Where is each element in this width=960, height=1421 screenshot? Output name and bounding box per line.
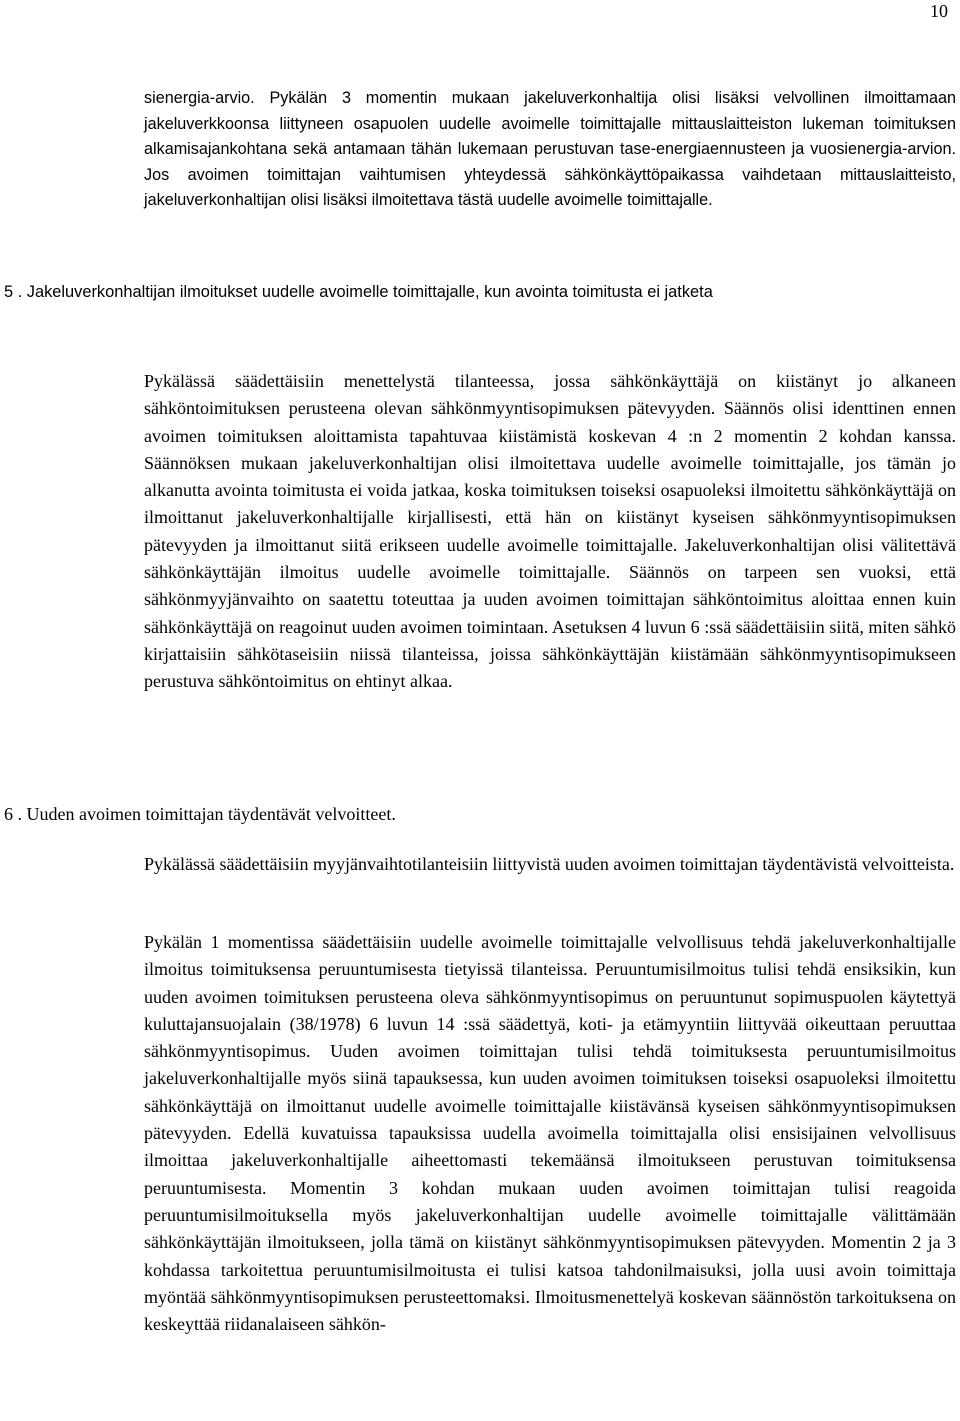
paragraph-section-6-body: Pykälän 1 momentissa säädettäisiin uudelle avoimelle toimittajalle velvollisuus tehdä jakeluverkonhaltijalle ilmoitus toimituksensa peruuntumisesta tietyissä tilanteissa. Peruuntumisilmoitus tulisi tehdä ensiksikin, kun uuden avoimen toimituksen perusteena oleva sähkönmyyntisopimus on peruuntunut sopimuspuolen käytettyä kuluttajansuojalain (38/1978) 6 luvun 14 :ssä säädettyä, koti- ja etämyyntiin liittyvää oikeuttaan peruuttaa sähkönmyyntisopimus. Uuden avoimen toimittajan tulisi tehdä toimituksesta peruuntumisilmoitus jakeluverkonhaltijalle myös siinä tapauksessa, kun uuden avoimen toimituksen toiseksi osapuoleksi ilmoitettu sähkönkäyttäjä on ilmoittanut uudelle avoimelle toimittajalle kiistävänsä kyseisen sähkönmyyntisopimuksen pätevyyden. Edellä kuvatuissa tapauksissa uudella avoimella toimittajalla olisi ensisijainen velvollisuus ilmoittaa jakeluverkonhaltijalle aiheettomasti tekemäänsä ilmoitukseen perustuvan toimituksensa peruuntumisesta. Momentin 3 kohdan mukaan uuden avoimen toimittajan tulisi reagoida peruuntumisilmoituksella myös jakeluverkonhaltijan uudelle avoimelle toimittajalle välittämään sähkönkäyttäjän ilmoitukseen, jolla tämä on kiistänyt sähkönmyyntisopimuksen pätevyyden. Momentin 2 ja 3 kohdassa tarkoitettua peruuntumisilmoitusta ei tulisi katsoa tahdonilmaisuksi, jolla uusi avoin toimittaja myöntää sähkönmyyntisopimuksen perusteettomaksi. Ilmoitusmenettelyä koskevan säännöstön tarkoituksena on keskeyttää riidanalaiseen sähkön- <box>144 932 956 1335</box>
page-number: 10 <box>930 1 948 21</box>
paragraph-section-6-intro: Pykälässä säädettäisiin myyjänvaihtotilanteisiin liittyvistä uuden avoimen toimittajan täydentävistä velvoitteista. <box>144 854 955 874</box>
paragraph-intro: sienergia-arvio. Pykälän 3 momentin mukaan jakeluverkonhaltija olisi lisäksi velvollinen ilmoittamaan jakeluverkkoonsa liittyneen osapuolen uudelle avoimelle toimittajalle mittauslaitteiston lukeman toimituksen alkamisajankohtana sekä antamaan tähän lukemaan perustuvan tase-energiaennusteen ja vuosienergia-arvion. Jos avoimen toimittajan vaihtumisen yhteydessä sähkönkäyttöpaikassa vaihdetaan mittauslaitteisto, jakeluverkonhaltijan olisi lisäksi ilmoitettava tästä uudelle avoimelle toimittajalle. <box>144 89 956 210</box>
section-heading-5: 5 . Jakeluverkonhaltijan ilmoitukset uudelle avoimelle toimittajalle, kun avointa toimitusta ei jatketa <box>4 283 713 301</box>
section-heading-6: 6 . Uuden avoimen toimittajan täydentävät velvoitteet. <box>4 804 396 824</box>
paragraph-section-5: Pykälässä säädettäisiin menettelystä tilanteessa, jossa sähkönkäyttäjä on kiistänyt jo alkaneen sähköntoimituksen perusteena olevan sähkönmyyntisopimuksen pätevyyden. Säännös olisi identtinen ennen avoimen toimituksen aloittamista tapahtuvaa kiistämistä koskevan 4 :n 2 momentin 2 kohdan kanssa. Säännöksen mukaan jakeluverkonhaltijan olisi ilmoitettava uudelle avoimelle toimittajalle, jos tämän jo alkanutta avointa toimitusta ei voida jatkaa, koska toimituksen toiseksi osapuoleksi ilmoitettu sähkönkäyttäjä on ilmoittanut jakeluverkonhaltijalle kirjallisesti, että hän on kiistänyt kyseisen sähkönmyyntisopimuksen pätevyyden ja ilmoittanut siitä erikseen uudelle avoimelle toimittajalle. Jakeluverkonhaltijan olisi välitettävä sähkönkäyttäjän ilmoitus uudelle avoimelle toimittajalle. Säännös on tarpeen sen vuoksi, että sähkönmyyjänvaihto on saatettu toteuttaa ja uuden avoimen toimittajan sähköntoimitus aloittaa ennen kuin sähkönkäyttäjä on reagoinut uuden avoimen toimintaan. Asetuksen 4 luvun 6 :ssä säädettäisiin siitä, miten sähkö kirjattaisiin sähkötaseisiin niissä tilanteissa, joissa sähkönkäyttäjän kiistämään sähkönmyyntisopimukseen perustuva sähköntoimitus on ehtinyt alkaa. <box>144 371 956 692</box>
